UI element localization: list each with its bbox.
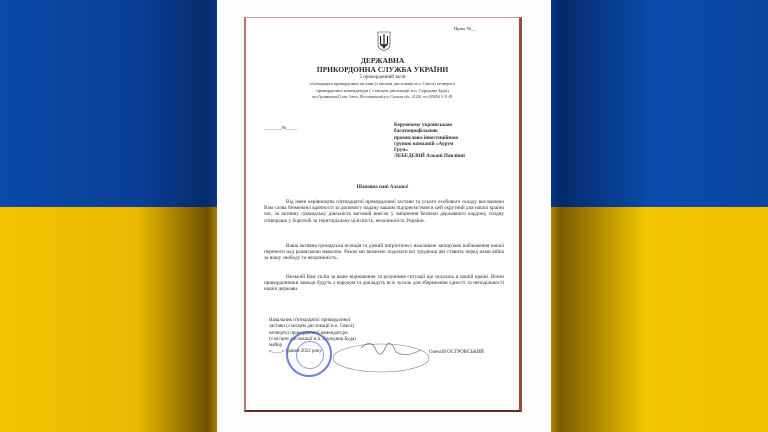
- title-line-2: ПРИКОРДОННА СЛУЖБА УКРАЇНИ: [316, 65, 449, 74]
- recipient-line: ЛЕБЕДЄВІЙ Альоні Павлівні: [394, 153, 465, 160]
- signature-line: «____» травня 2022 року: [269, 349, 322, 355]
- paragraph-1: Від імені керівництва п'ятнадцятої прикордонної застави та усього особового складу висловлюю Вам слова безмежної вдячності за допомогу надану вашим підприємством в цей скрутний для нашої країни час, за активну громадську діяльність вагомий внесок у зміцнення безпеки державного кордону, плідну співпрацю у боротьбі за територіальну цілісність, незалежність України.: [264, 199, 504, 224]
- reference-label: Прим. №__: [454, 26, 476, 31]
- recipient-line: Груп»: [394, 147, 408, 154]
- paragraph-2: Ваша активна громадська позиція та дієвий патріотизм є важливою запорукою наближення нашої перемоги над рашиською навалою. Разом ми зможемо подолати всі труднощі які ставить перед нами війна за нашу свободу та незалежність.: [264, 243, 504, 262]
- subdivision-line-2: прикордонної комендатури ( з місцем дислокації н.п. Середина Буда): [316, 88, 449, 93]
- recipient-line: групою компаній «Аурум: [394, 140, 454, 147]
- outgoing-number: ________№_____: [264, 125, 298, 130]
- greeting: Шановна пані Альона!: [356, 185, 409, 190]
- signer-name: Олексій ОСТРОВСЬКИЙ: [429, 350, 484, 355]
- signature-line: четвертої прикордонної комендатури: [269, 330, 348, 336]
- signature-line: застави (з місцем дислокації н.п. Свеса): [269, 324, 355, 330]
- recipient-line: промислово-інвестиційною: [394, 134, 459, 141]
- document-panel: [217, 0, 551, 432]
- signature-line: (з місцем дислокації н.п. Середина Буда): [269, 336, 356, 342]
- handwritten-signature: [326, 328, 436, 378]
- signature-line: майор: [269, 343, 283, 349]
- unit-name: 5 прикордонний загін: [359, 75, 406, 80]
- paragraph-3: Низький Вам уклін за ваше відношення та розуміння ситуації що склалась в нашій країні. Воїни прикордонники завжди будуть з народом та докладуть всіх зусиль для збереження єдності та неподільності нашої держави.: [264, 274, 504, 293]
- signature-line: Начальник п'ятнадцятої прикордонної: [269, 318, 351, 323]
- recipient-line: Керуючому українською: [394, 122, 452, 128]
- address-line: вул.Грунвовська13,смт. Свеса, Шосткинський р-н, Сумська обл., 41226, тел.(05456) 5-31-85: [312, 95, 453, 99]
- subdivision-line-1: п'ятнадцята прикордонна застава (з місцем дислокації н.п. Свеса) четвертої: [310, 81, 455, 86]
- trident-emblem-icon: [377, 31, 391, 51]
- recipient-line: багатопрофільною: [394, 128, 438, 135]
- title-line-1: ДЕРЖАВНА: [360, 56, 405, 65]
- recipient-block: [394, 122, 504, 160]
- letter-document: [244, 17, 522, 412]
